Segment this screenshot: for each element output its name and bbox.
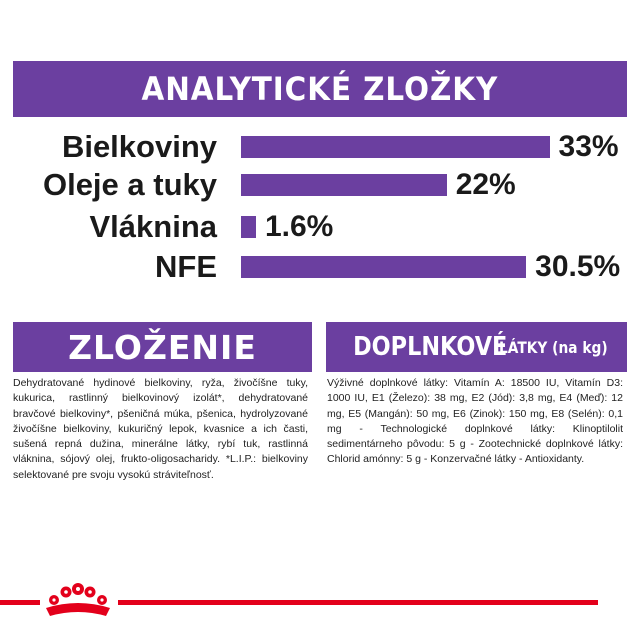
analysis-label: Bielkoviny: [61, 129, 217, 164]
analysis-row: [0, 129, 640, 165]
analysis-label: Vláknina: [89, 209, 217, 244]
analysis-bar: [241, 256, 526, 278]
additives-title-main: DOPLNKOVÉ: [352, 332, 508, 362]
analysis-bar: [241, 174, 447, 196]
composition-title: ZLOŽENIE: [68, 327, 257, 367]
analysis-value: 1.6%: [264, 210, 334, 243]
footer-line-left: [0, 600, 40, 605]
additives-text: Výživné doplnkové látky: Vitamín A: 18500 IU, Vitamín D3: 1000 IU, E1 (Železo): 38 mg, E2 (Jód): 3,8 mg, E4 (Meď): 12 mg, E5 (Mangán): 50 mg, E6 (Zinok): 150 mg, E8 (Selén): 0,1 mg - Technologické doplnkové látky: Klinoptilolit sedimentárneho pôvodu: 5 g - Zootechnické doplnkové látky: Chlorid amónny: 5 g - Konzervačné látky - Antioxidanty.: [327, 377, 623, 466]
analysis-bar: [241, 216, 256, 238]
analysis-value: 30.5%: [535, 250, 621, 283]
footer-line-right: [118, 600, 598, 605]
composition-text: Dehydratované hydinové bielkoviny, ryža, živočíšne tuky, kukurica, rastlinný bielkovinový izolát*, dehydratované bravčové bielkoviny*, pšeničná múka, pšenica, hydrolyzované živočíšne bielkoviny, kukuričný lepok, kvasnice a ich časti, sušená repná dužina, minerálne látky, rybí tuk, rastlinná vláknina, sójový olej, frukto-oligosacharidy. *L.I.P.: bielkoviny selektované pre svoju vysokú stráviteľnosť.: [13, 377, 308, 481]
analysis-row: [0, 249, 640, 285]
analysis-value: 33%: [558, 130, 619, 163]
analysis-bar: [241, 136, 550, 158]
analysis-value: 22%: [455, 168, 516, 201]
analysis-title: ANALYTICKÉ ZLOŽKY: [141, 70, 499, 108]
analysis-label: NFE: [155, 249, 217, 284]
additives-title-sub: LÁTKY (na kg): [499, 337, 608, 357]
analysis-row: [0, 167, 640, 203]
analysis-banner: [13, 61, 627, 117]
additives-header: [326, 322, 627, 372]
composition-header: [13, 322, 312, 372]
analysis-label: Oleje a tuky: [42, 167, 217, 202]
royal-canin-crown-icon: [40, 580, 116, 620]
analysis-row: [0, 209, 640, 245]
